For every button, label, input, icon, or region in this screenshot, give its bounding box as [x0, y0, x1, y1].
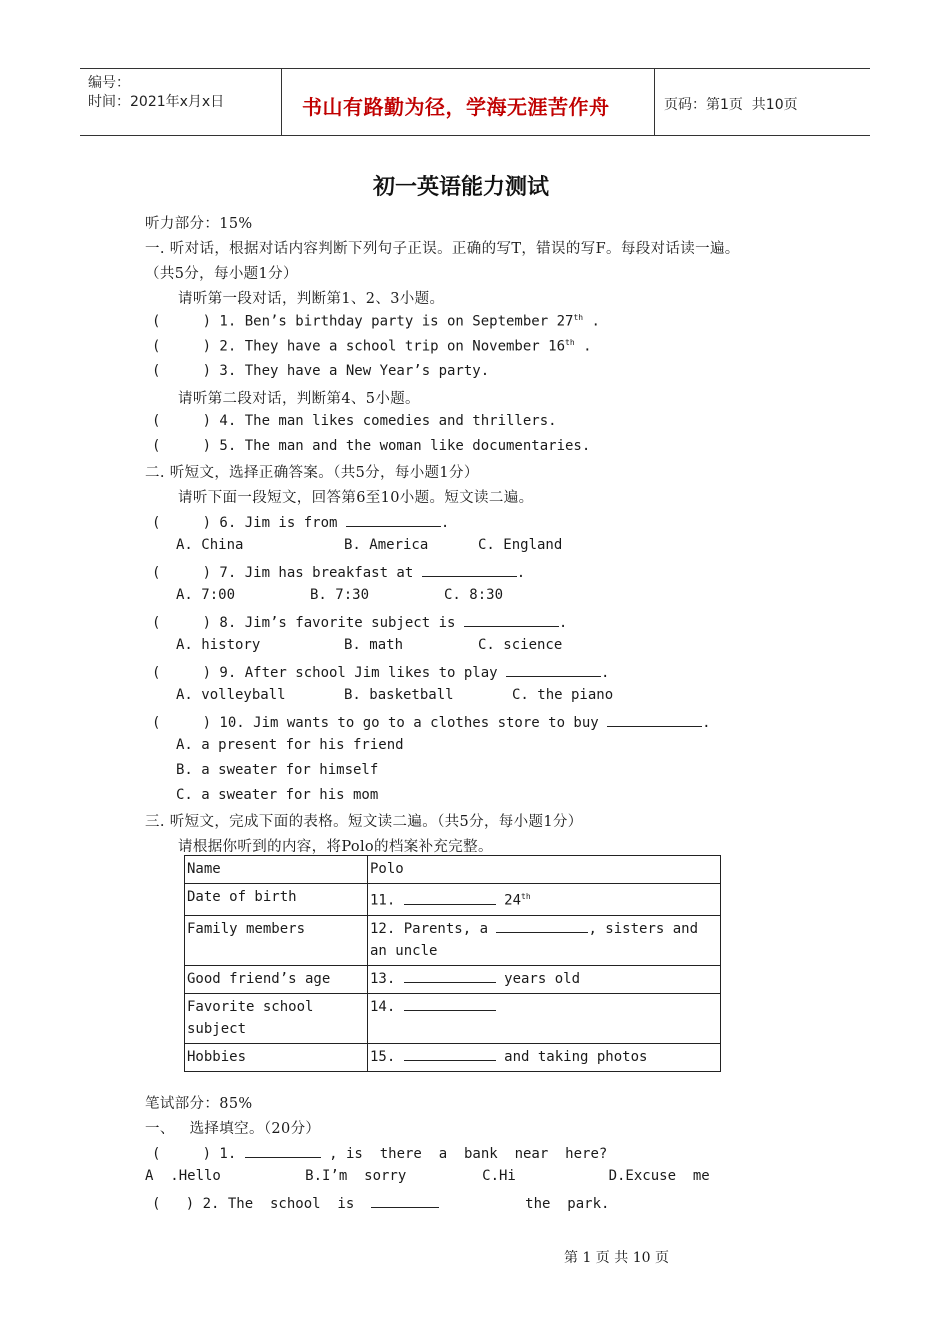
q9-option-c: C. the piano — [512, 687, 614, 703]
answer-blank[interactable] — [464, 612, 559, 627]
q8-option-b: B. math — [344, 637, 404, 653]
part3-heading: 三. 听短文，完成下面的表格。短文读二遍。（共5分，每小题1分） — [145, 814, 583, 830]
q9-option-b: B. basketball — [344, 687, 454, 703]
table-row — [185, 993, 721, 1043]
q8-option-a: A. history — [176, 637, 261, 653]
table-cell-value: Polo — [368, 856, 721, 884]
writing-heading: 一、 选择填空。（20分） — [145, 1121, 321, 1137]
table-cell-label: Hobbies — [185, 1043, 368, 1071]
answer-blank-13[interactable] — [404, 968, 496, 983]
page-footer: 第 1 页 共 10 页 — [564, 1250, 669, 1266]
question-2: ( ) 2. They have a school trip on November 16th . — [152, 338, 592, 355]
q6-option-c: C. England — [478, 537, 563, 553]
part3-intro: 请根据你听到的内容，将Polo的档案补充完整。 — [178, 839, 493, 855]
q10-option-a: A. a present for his friend — [176, 737, 404, 753]
q6-option-a: A. China — [176, 537, 244, 553]
question-6: ( ) 6. Jim is from . — [152, 512, 449, 531]
q7-option-c: C. 8:30 — [444, 587, 504, 603]
answer-blank[interactable] — [371, 1193, 439, 1208]
table-row — [185, 884, 721, 916]
answer-blank-15[interactable] — [404, 1046, 496, 1061]
q6-option-b: B. America — [344, 537, 429, 553]
answer-blank[interactable] — [607, 712, 702, 727]
header-top-rule — [80, 68, 870, 69]
part1-heading-cont: （共5分，每小题1分） — [145, 266, 298, 282]
answer-blank[interactable] — [346, 512, 441, 527]
writing-question-2: ( ) 2. The school is the park. — [152, 1193, 609, 1212]
q10-option-b: B. a sweater for himself — [176, 762, 379, 778]
table-cell-label: Family members — [185, 915, 368, 965]
page-title: 初一英语能力测试 — [373, 175, 550, 200]
question-4: ( ) 4. The man likes comedies and thrillers. — [152, 413, 557, 429]
header-time-label: 时间：2021年x月x日 — [88, 94, 225, 110]
header-divider-left — [281, 68, 282, 136]
polo-profile-table — [184, 855, 721, 1072]
table-row — [185, 856, 721, 884]
table-cell-value: 11. 24th — [368, 884, 721, 916]
part1-intro2: 请听第二段对话，判断第4、5小题。 — [178, 391, 420, 407]
q9-option-a: A. volleyball — [176, 687, 286, 703]
part2-heading: 二. 听短文，选择正确答案。（共5分，每小题1分） — [145, 465, 479, 481]
header-divider-right — [654, 68, 655, 136]
table-row — [185, 1043, 721, 1071]
q8-option-c: C. science — [478, 637, 563, 653]
writing-q1-options: A .Hello B.I’m sorry C.Hi D.Excuse me — [145, 1168, 710, 1184]
answer-blank-11[interactable] — [404, 890, 496, 905]
question-5: ( ) 5. The man and the woman like documentaries. — [152, 438, 591, 454]
table-cell-value: 13. years old — [368, 965, 721, 993]
listening-label: 听力部分：15% — [145, 216, 253, 232]
answer-blank[interactable] — [506, 662, 601, 677]
q7-option-b: B. 7:30 — [310, 587, 370, 603]
table-cell-label: Date of birth — [185, 884, 368, 916]
question-1: ( ) 1. Ben’s birthday party is on September 27th . — [152, 313, 600, 330]
part2-intro: 请听下面一段短文，回答第6至10小题。短文读二遍。 — [178, 490, 534, 506]
writing-label: 笔试部分：85% — [145, 1096, 253, 1112]
table-cell-label: Good friend’s age — [185, 965, 368, 993]
table-cell-value: 14. — [368, 993, 721, 1043]
table-cell-label: Name — [185, 856, 368, 884]
q10-option-c: C. a sweater for his mom — [176, 787, 379, 803]
table-cell-value: 15. and taking photos — [368, 1043, 721, 1071]
table-cell-label: Favorite school subject — [185, 993, 368, 1043]
question-8: ( ) 8. Jim’s favorite subject is . — [152, 612, 567, 631]
table-cell-value: 12. Parents, a , sisters and an uncle — [368, 915, 721, 965]
header-number-label: 编号： — [88, 75, 130, 91]
answer-blank-14[interactable] — [404, 996, 496, 1011]
answer-blank[interactable] — [245, 1143, 321, 1158]
writing-question-1: ( ) 1. , is there a bank near here? — [152, 1143, 607, 1162]
answer-blank-12[interactable] — [496, 918, 588, 933]
question-3: ( ) 3. They have a New Year’s party. — [152, 363, 490, 379]
header-motto: 书山有路勤为径，学海无涯苦作舟 — [302, 95, 610, 119]
question-10: ( ) 10. Jim wants to go to a clothes store to buy . — [152, 712, 711, 731]
answer-blank[interactable] — [422, 562, 517, 577]
table-row — [185, 915, 721, 965]
q7-option-a: A. 7:00 — [176, 587, 236, 603]
question-7: ( ) 7. Jim has breakfast at . — [152, 562, 525, 581]
part1-heading: 一. 听对话，根据对话内容判断下列句子正误。正确的写T，错误的写F。每段对话读一遍。 — [145, 241, 740, 257]
table-row — [185, 965, 721, 993]
header-bottom-rule — [80, 135, 870, 136]
header-page-info: 页码：第1页 共10页 — [664, 97, 798, 113]
part1-intro1: 请听第一段对话，判断第1、2、3小题。 — [178, 291, 445, 307]
question-9: ( ) 9. After school Jim likes to play . — [152, 662, 609, 681]
